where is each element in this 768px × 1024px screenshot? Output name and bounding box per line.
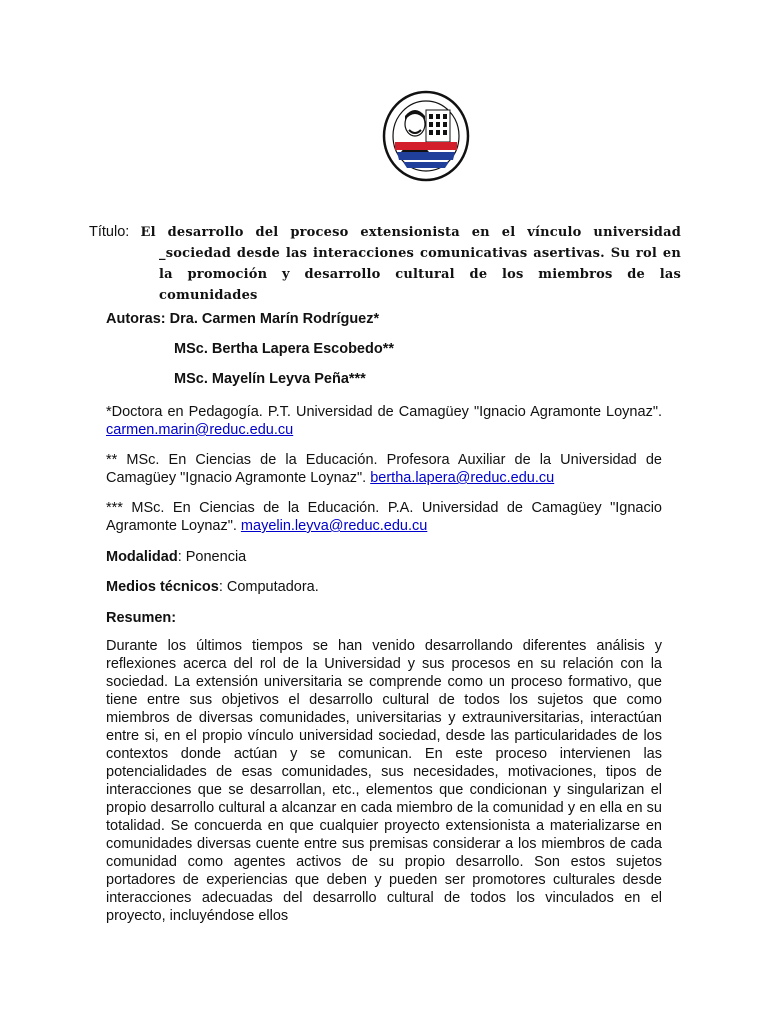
title-label: Título:	[89, 224, 130, 240]
title-block	[89, 222, 681, 306]
email-link-mayelin[interactable]: mayelin.leyva@reduc.edu.cu	[240, 518, 428, 534]
email-link-carmen[interactable]: carmen.marin@reduc.edu.cu	[106, 422, 294, 438]
document-title: El desarrollo del proceso extensionista en el vínculo universidad _sociedad desde las interacciones comunicativas asertivas. Su rol en la promoción y desarrollo cultural de los miembros de las comunidades	[140, 225, 682, 303]
modalidad-line	[106, 548, 662, 566]
authors-label: Autoras:	[106, 311, 166, 327]
modalidad-value: : Ponencia	[177, 549, 247, 565]
author-first: Dra. Carmen Marín Rodríguez*	[169, 311, 380, 327]
authors-line-first	[106, 310, 662, 328]
affiliation-third-text: *** MSc. En Ciencias de la Educación. P.A. Universidad de Camagüey "Ignacio Agramonte Loynaz".	[106, 500, 662, 534]
author-second: MSc. Bertha Lapera Escobedo**	[174, 341, 394, 357]
affiliation-first	[106, 403, 662, 439]
medios-label: Medios técnicos	[106, 579, 219, 595]
email-link-bertha[interactable]: bertha.lapera@reduc.edu.cu	[370, 470, 555, 486]
affiliation-second-text: ** MSc. En Ciencias de la Educación. Profesora Auxiliar de la Universidad de Camagüey "Ignacio Agramonte Loynaz".	[106, 452, 662, 486]
resumen-paragraph: Durante los últimos tiempos se han venido desarrollando diferentes análisis y reflexiones acerca del rol de la Universidad y sus procesos en su relación con la sociedad. La extensión universitaria se comprende como un proceso formativo, que tiene entre sus objetivos el desarrollo cultural de todos los sujetos que como miembros de diversas comunidades, universitarias y extrauniversitarias, interactúan entre si, en el propio vínculo universidad sociedad, desde las particularidades de los contextos donde actúan y se comunican. En este proceso intervienen las potencialidades de esas comunidades, sus necesidades, motivaciones, tipos de interacciones que se desarrollan, etc., elementos que condicionan y singularizan el propio desarrollo cultural a alcanzar en cada miembro de la comunidad y en ella en su totalidad. Se concuerda en que cualquier proyecto extensionista a materializarse en comunidades diversas cuente entre sus premisas considerar a los miembros de cada comunidad como agentes activos de su propio desarrollo. Son estos sujetos portadores de experiencias que deben y pueden ser promotores culturales desde interacciones adecuadas del desarrollo cultural de todos los vinculados en el proyecto, incluyéndose ellos	[106, 638, 662, 924]
medios-line	[106, 578, 662, 596]
resumen-heading: Resumen:	[106, 610, 177, 626]
affiliation-second	[106, 451, 662, 487]
affiliation-third	[106, 499, 662, 535]
affiliation-first-text: *Doctora en Pedagogía. P.T. Universidad de Camagüey "Ignacio Agramonte Loynaz".	[106, 404, 662, 420]
modalidad-label: Modalidad	[106, 549, 178, 565]
author-third: MSc. Mayelín Leyva Peña***	[174, 371, 366, 387]
university-seal-logo	[381, 90, 471, 182]
medios-value: : Computadora.	[218, 579, 319, 595]
